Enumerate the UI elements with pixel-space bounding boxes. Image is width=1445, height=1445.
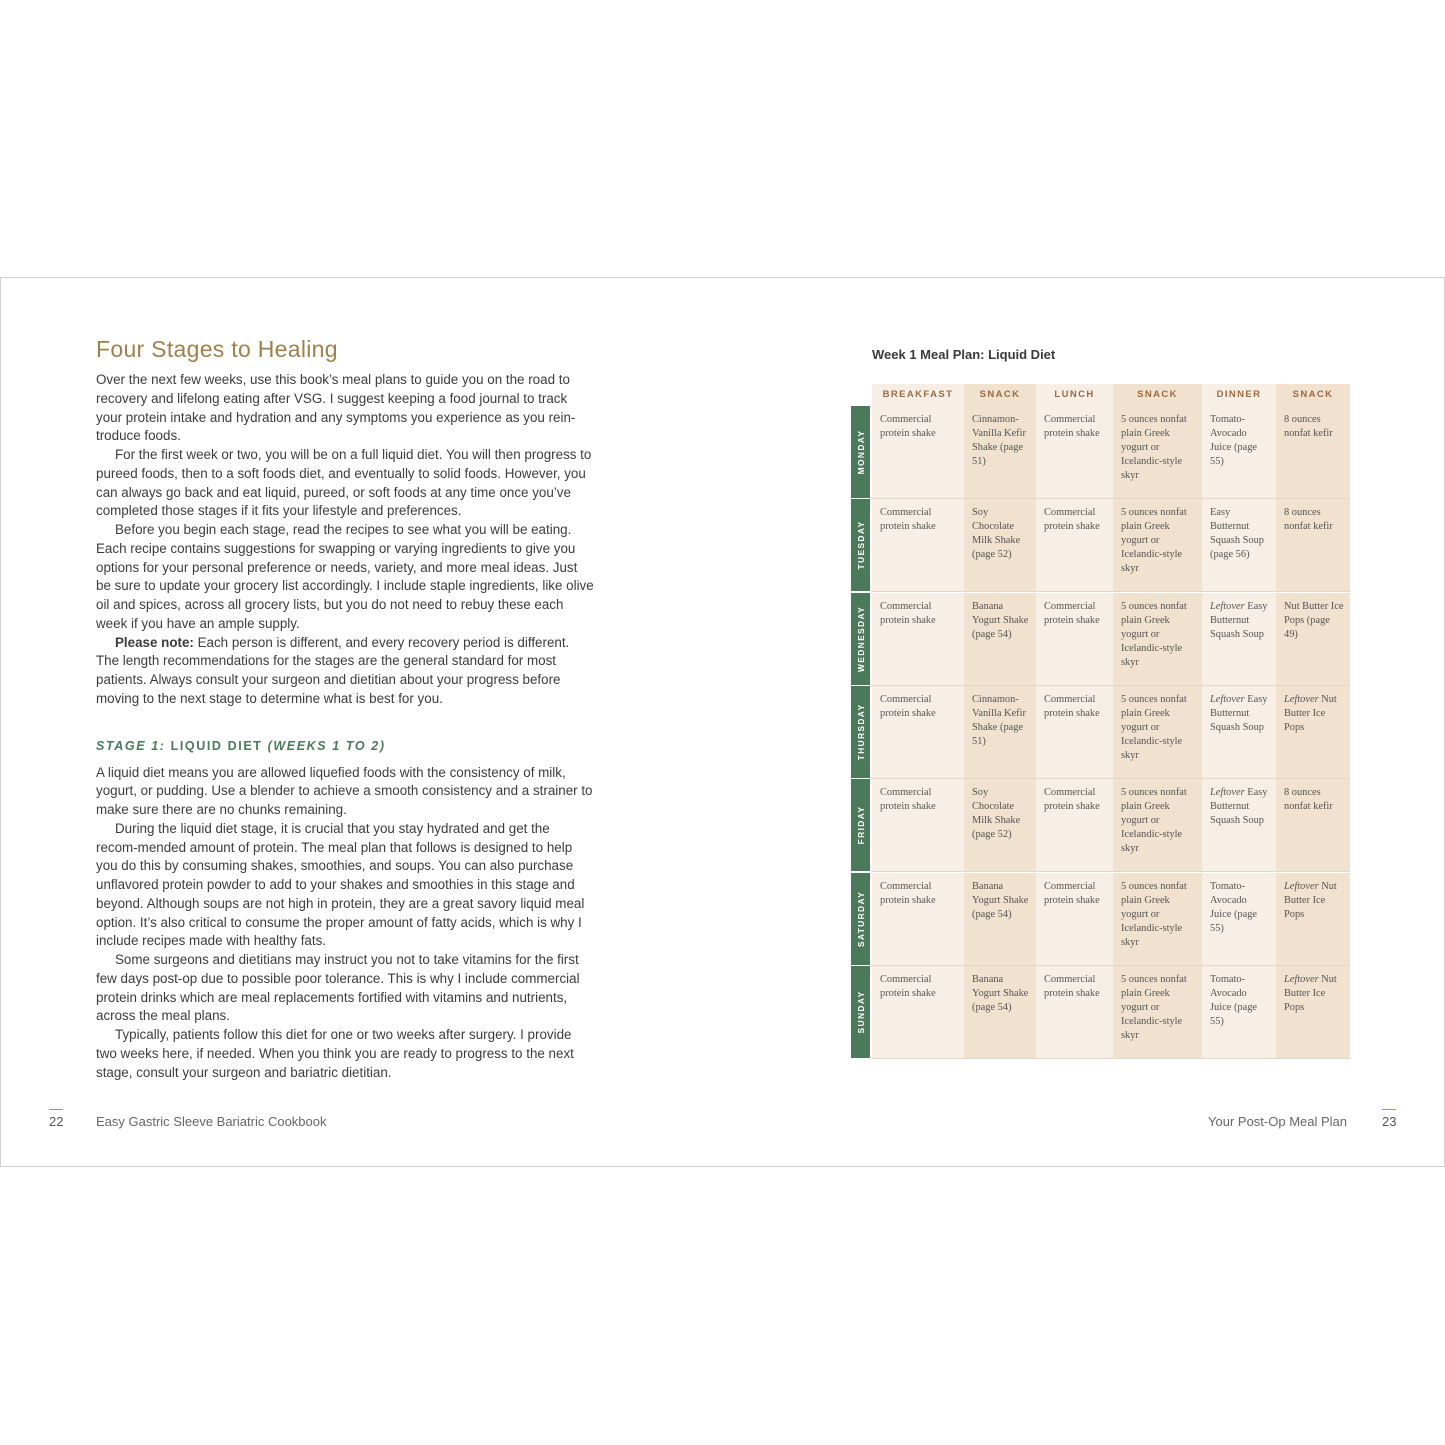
table-cell bbox=[1202, 966, 1276, 1059]
day-label bbox=[851, 499, 870, 592]
day-label-text: TUESDAY bbox=[855, 520, 866, 570]
table-cell bbox=[1113, 686, 1202, 779]
cell-text: Nut Butter Ice Pops bbox=[1284, 693, 1337, 733]
table-cell bbox=[964, 873, 1036, 966]
cell-text: Commercial protein shake bbox=[1044, 880, 1100, 906]
table-cell bbox=[1036, 873, 1113, 966]
table-cell bbox=[872, 966, 964, 1059]
day-label-text: SATURDAY bbox=[855, 890, 866, 947]
stage-weeks: (WEEKS 1 TO 2) bbox=[267, 738, 386, 753]
table-cell bbox=[1202, 593, 1276, 686]
table-cell bbox=[1276, 966, 1350, 1059]
running-head-left: Easy Gastric Sleeve Bariatric Cookbook bbox=[96, 1114, 327, 1129]
folio-rule bbox=[49, 1109, 63, 1110]
table-cell bbox=[1202, 499, 1276, 592]
body-paragraph: For the first week or two, you will be on a full liquid diet. You will then progress to pureed foods, then to a soft foods diet, and eventually to solid foods. However, you can always go back and eat liquid, pureed, or soft foods at any time once you’ve completed those stages if it fits your lifestyle and preferences. bbox=[96, 447, 592, 519]
table-cell bbox=[1036, 966, 1113, 1059]
cell-text: Banana Yogurt Shake (page 54) bbox=[972, 880, 1029, 920]
table-cell bbox=[964, 406, 1036, 499]
cell-text: 5 ounces nonfat plain Greek yogurt or Icelandic-style skyr bbox=[1121, 507, 1187, 575]
table-cell bbox=[1036, 686, 1113, 779]
table-cell bbox=[1276, 499, 1350, 592]
folio-rule bbox=[1382, 1109, 1396, 1110]
table-cell bbox=[1202, 873, 1276, 966]
column-header: SNACK bbox=[1276, 384, 1350, 406]
table-cell bbox=[1276, 686, 1350, 779]
cell-text: 8 ounces nonfat kefir bbox=[1284, 414, 1333, 439]
column-header: BREAKFAST bbox=[872, 384, 964, 406]
page-number-left: 22 bbox=[49, 1114, 64, 1129]
running-head-right: Your Post-Op Meal Plan bbox=[1208, 1114, 1347, 1129]
body-paragraph: Some surgeons and dietitians may instruct you not to take vitamins for the first few days post-op due to possible poor tolerance. This is why I include commercial protein drinks which are meal replacements fortified with vitamins and nutrients, across the meal plans. bbox=[96, 952, 580, 1024]
cell-text: Banana Yogurt Shake (page 54) bbox=[972, 600, 1029, 640]
cell-text: Easy Butternut Squash Soup bbox=[1210, 693, 1268, 733]
cell-text: 8 ounces nonfat kefir bbox=[1284, 507, 1333, 533]
cell-text: Cinnamon-Vanilla Kefir Shake (page 51) bbox=[972, 693, 1026, 747]
cell-text: Easy Butternut Squash Soup (page 56) bbox=[1210, 507, 1264, 561]
cell-text: Commercial protein shake bbox=[1044, 973, 1100, 999]
column-header: SNACK bbox=[1113, 384, 1202, 406]
body-paragraph: Typically, patients follow this diet for one or two weeks after surgery. I provide two weeks here, if needed. When you think you are ready to progress to the next stage, consult your surgeon and bariatric dietitian. bbox=[96, 1027, 574, 1080]
table-cell bbox=[1113, 966, 1202, 1059]
day-label-text: THURSDAY bbox=[855, 703, 866, 761]
table-cell bbox=[1202, 779, 1276, 872]
cell-text: Nut Butter Ice Pops bbox=[1284, 973, 1337, 1013]
cell-text: Commercial protein shake bbox=[1044, 600, 1100, 626]
cell-text: Tomato-Avocado Juice (page 55) bbox=[1210, 414, 1258, 467]
column-header: SNACK bbox=[964, 384, 1036, 406]
day-label bbox=[851, 966, 870, 1059]
day-label bbox=[851, 686, 870, 779]
cell-text: 5 ounces nonfat plain Greek yogurt or Icelandic-style skyr bbox=[1121, 973, 1187, 1041]
cell-text: Commercial protein shake bbox=[1044, 507, 1100, 533]
table-cell bbox=[1036, 779, 1113, 872]
page-number-right: 23 bbox=[1382, 1114, 1397, 1129]
cell-text: Nut Butter Ice Pops bbox=[1284, 880, 1337, 920]
table-cell bbox=[964, 593, 1036, 686]
table-cell bbox=[1113, 779, 1202, 872]
cell-text: Easy Butternut Squash Soup bbox=[1210, 600, 1268, 640]
cell-text: Commercial protein shake bbox=[1044, 693, 1100, 719]
cell-text: Soy Chocolate Milk Shake (page 52) bbox=[972, 787, 1021, 841]
cell-text: Tomato-Avocado Juice (page 55) bbox=[1210, 880, 1258, 934]
column-header: LUNCH bbox=[1036, 384, 1113, 406]
cell-text: Banana Yogurt Shake (page 54) bbox=[972, 973, 1029, 1013]
table-cell bbox=[964, 686, 1036, 779]
body-paragraph: Before you begin each stage, read the recipes to see what you will be eating. Each recipe contains suggestions for swapping or varying ingredients to give you options for your personal preference or needs, variety, and more meal ideas. Just be sure to update your grocery list accordingly. I include staple ingredients, like olive oil and spices, across all grocery lists, but you do not need to rebuy these each week if you have an ample supply. bbox=[96, 522, 594, 631]
table-cell bbox=[1113, 499, 1202, 592]
body-paragraph: Over the next few weeks, use this book’s meal plans to guide you on the road to recovery and lifelong eating after VSG. I suggest keeping a food journal to track your protein intake and hydration and any symptoms you experience as you rein-troduce foods. bbox=[96, 372, 576, 444]
table-cell bbox=[872, 593, 964, 686]
table-cell bbox=[964, 966, 1036, 1059]
day-label-text: SUNDAY bbox=[855, 990, 866, 1034]
note-text: Each person is different, and every recovery period is different. The length recommendations for the stages are the general standard for most patients. Always consult your surgeon and dietitian about your progress before moving to the next stage to determine what is best for you. bbox=[96, 634, 570, 706]
column-header: DINNER bbox=[1202, 384, 1276, 406]
day-label bbox=[851, 779, 870, 872]
cell-text: 5 ounces nonfat plain Greek yogurt or Icelandic-style skyr bbox=[1121, 787, 1187, 855]
body-paragraph: During the liquid diet stage, it is crucial that you stay hydrated and get the recom-mended amount of protein. The meal plan that follows is designed to help you do this by consuming shakes, smoothies, and soups. You can also purchase unflavored protein powder to add to your shakes and smoothies in this stage and beyond. Although soups are not high in protein, they are a great savory liquid meal option. It’s also critical to consume the proper amount of fatty acids, which is why I include recipes made with healthy fats. bbox=[96, 820, 585, 949]
table-cell bbox=[1036, 499, 1113, 592]
day-label bbox=[851, 593, 870, 686]
table-cell bbox=[1276, 406, 1350, 499]
cell-text: Commercial protein shake bbox=[880, 507, 936, 533]
cell-text: 8 ounces nonfat kefir bbox=[1284, 787, 1333, 813]
table-cell bbox=[1202, 406, 1276, 499]
cell-text: Nut Butter Ice Pops (page 49) bbox=[1284, 600, 1344, 640]
cell-lead: Leftover bbox=[1284, 973, 1319, 985]
table-cell bbox=[1113, 406, 1202, 499]
stage-heading bbox=[96, 739, 594, 753]
cell-text: Commercial protein shake bbox=[880, 693, 936, 719]
day-label-text: MONDAY bbox=[855, 429, 866, 475]
cell-text: Commercial protein shake bbox=[880, 880, 936, 906]
table-cell bbox=[1276, 779, 1350, 872]
book-spread bbox=[0, 277, 1445, 1167]
day-label bbox=[851, 873, 870, 966]
stage-main: LIQUID DIET bbox=[165, 738, 268, 753]
table-cell bbox=[1036, 406, 1113, 499]
cell-text: 5 ounces nonfat plain Greek yogurt or Icelandic-style skyr bbox=[1121, 693, 1187, 761]
cell-text: 5 ounces nonfat plain Greek yogurt or Icelandic-style skyr bbox=[1121, 414, 1187, 481]
cell-text: Soy Chocolate Milk Shake (page 52) bbox=[972, 507, 1021, 561]
cell-lead: Leftover bbox=[1284, 693, 1319, 705]
cell-text: Tomato-Avocado Juice (page 55) bbox=[1210, 973, 1258, 1027]
cell-lead: Leftover bbox=[1284, 880, 1319, 892]
table-cell bbox=[872, 686, 964, 779]
table-cell bbox=[1276, 873, 1350, 966]
table-cell bbox=[1036, 593, 1113, 686]
table-cell bbox=[872, 499, 964, 592]
cell-lead: Leftover bbox=[1210, 693, 1245, 705]
body-paragraph: A liquid diet means you are allowed liquefied foods with the consistency of milk, yogurt, or pudding. Use a blender to achieve a smooth consistency and a strainer to make sure there are no chunks remaining. bbox=[96, 764, 593, 817]
table-cell bbox=[1202, 686, 1276, 779]
note-paragraph bbox=[96, 634, 594, 709]
table-cell bbox=[1113, 873, 1202, 966]
day-label-text: WEDNESDAY bbox=[855, 605, 866, 672]
table-cell bbox=[964, 779, 1036, 872]
cell-lead: Leftover bbox=[1210, 600, 1245, 612]
cell-text: Commercial protein shake bbox=[880, 414, 936, 439]
table-cell bbox=[872, 406, 964, 499]
table-title: Week 1 Meal Plan: Liquid Diet bbox=[872, 347, 1056, 362]
cell-text: 5 ounces nonfat plain Greek yogurt or Icelandic-style skyr bbox=[1121, 880, 1187, 948]
section-heading: Four Stages to Healing bbox=[96, 336, 338, 362]
cell-text: Commercial protein shake bbox=[1044, 414, 1100, 439]
stage-lead: STAGE 1: bbox=[96, 738, 166, 753]
table-cell bbox=[1276, 593, 1350, 686]
cell-text: Commercial protein shake bbox=[880, 787, 936, 813]
cell-text: Commercial protein shake bbox=[880, 973, 936, 999]
table-cell bbox=[872, 779, 964, 872]
note-lead: Please note: bbox=[115, 634, 194, 650]
cell-text: Easy Butternut Squash Soup bbox=[1210, 787, 1268, 827]
cell-text: Commercial protein shake bbox=[880, 600, 936, 626]
table-cell bbox=[872, 873, 964, 966]
table-cell bbox=[1113, 593, 1202, 686]
cell-lead: Leftover bbox=[1210, 787, 1245, 799]
cell-text: Commercial protein shake bbox=[1044, 787, 1100, 813]
cell-text: 5 ounces nonfat plain Greek yogurt or Icelandic-style skyr bbox=[1121, 600, 1187, 668]
cell-text: Cinnamon-Vanilla Kefir Shake (page 51) bbox=[972, 414, 1026, 467]
table-cell bbox=[964, 499, 1036, 592]
day-label bbox=[851, 406, 870, 499]
left-page bbox=[96, 336, 594, 1082]
day-label-text: FRIDAY bbox=[855, 805, 866, 845]
